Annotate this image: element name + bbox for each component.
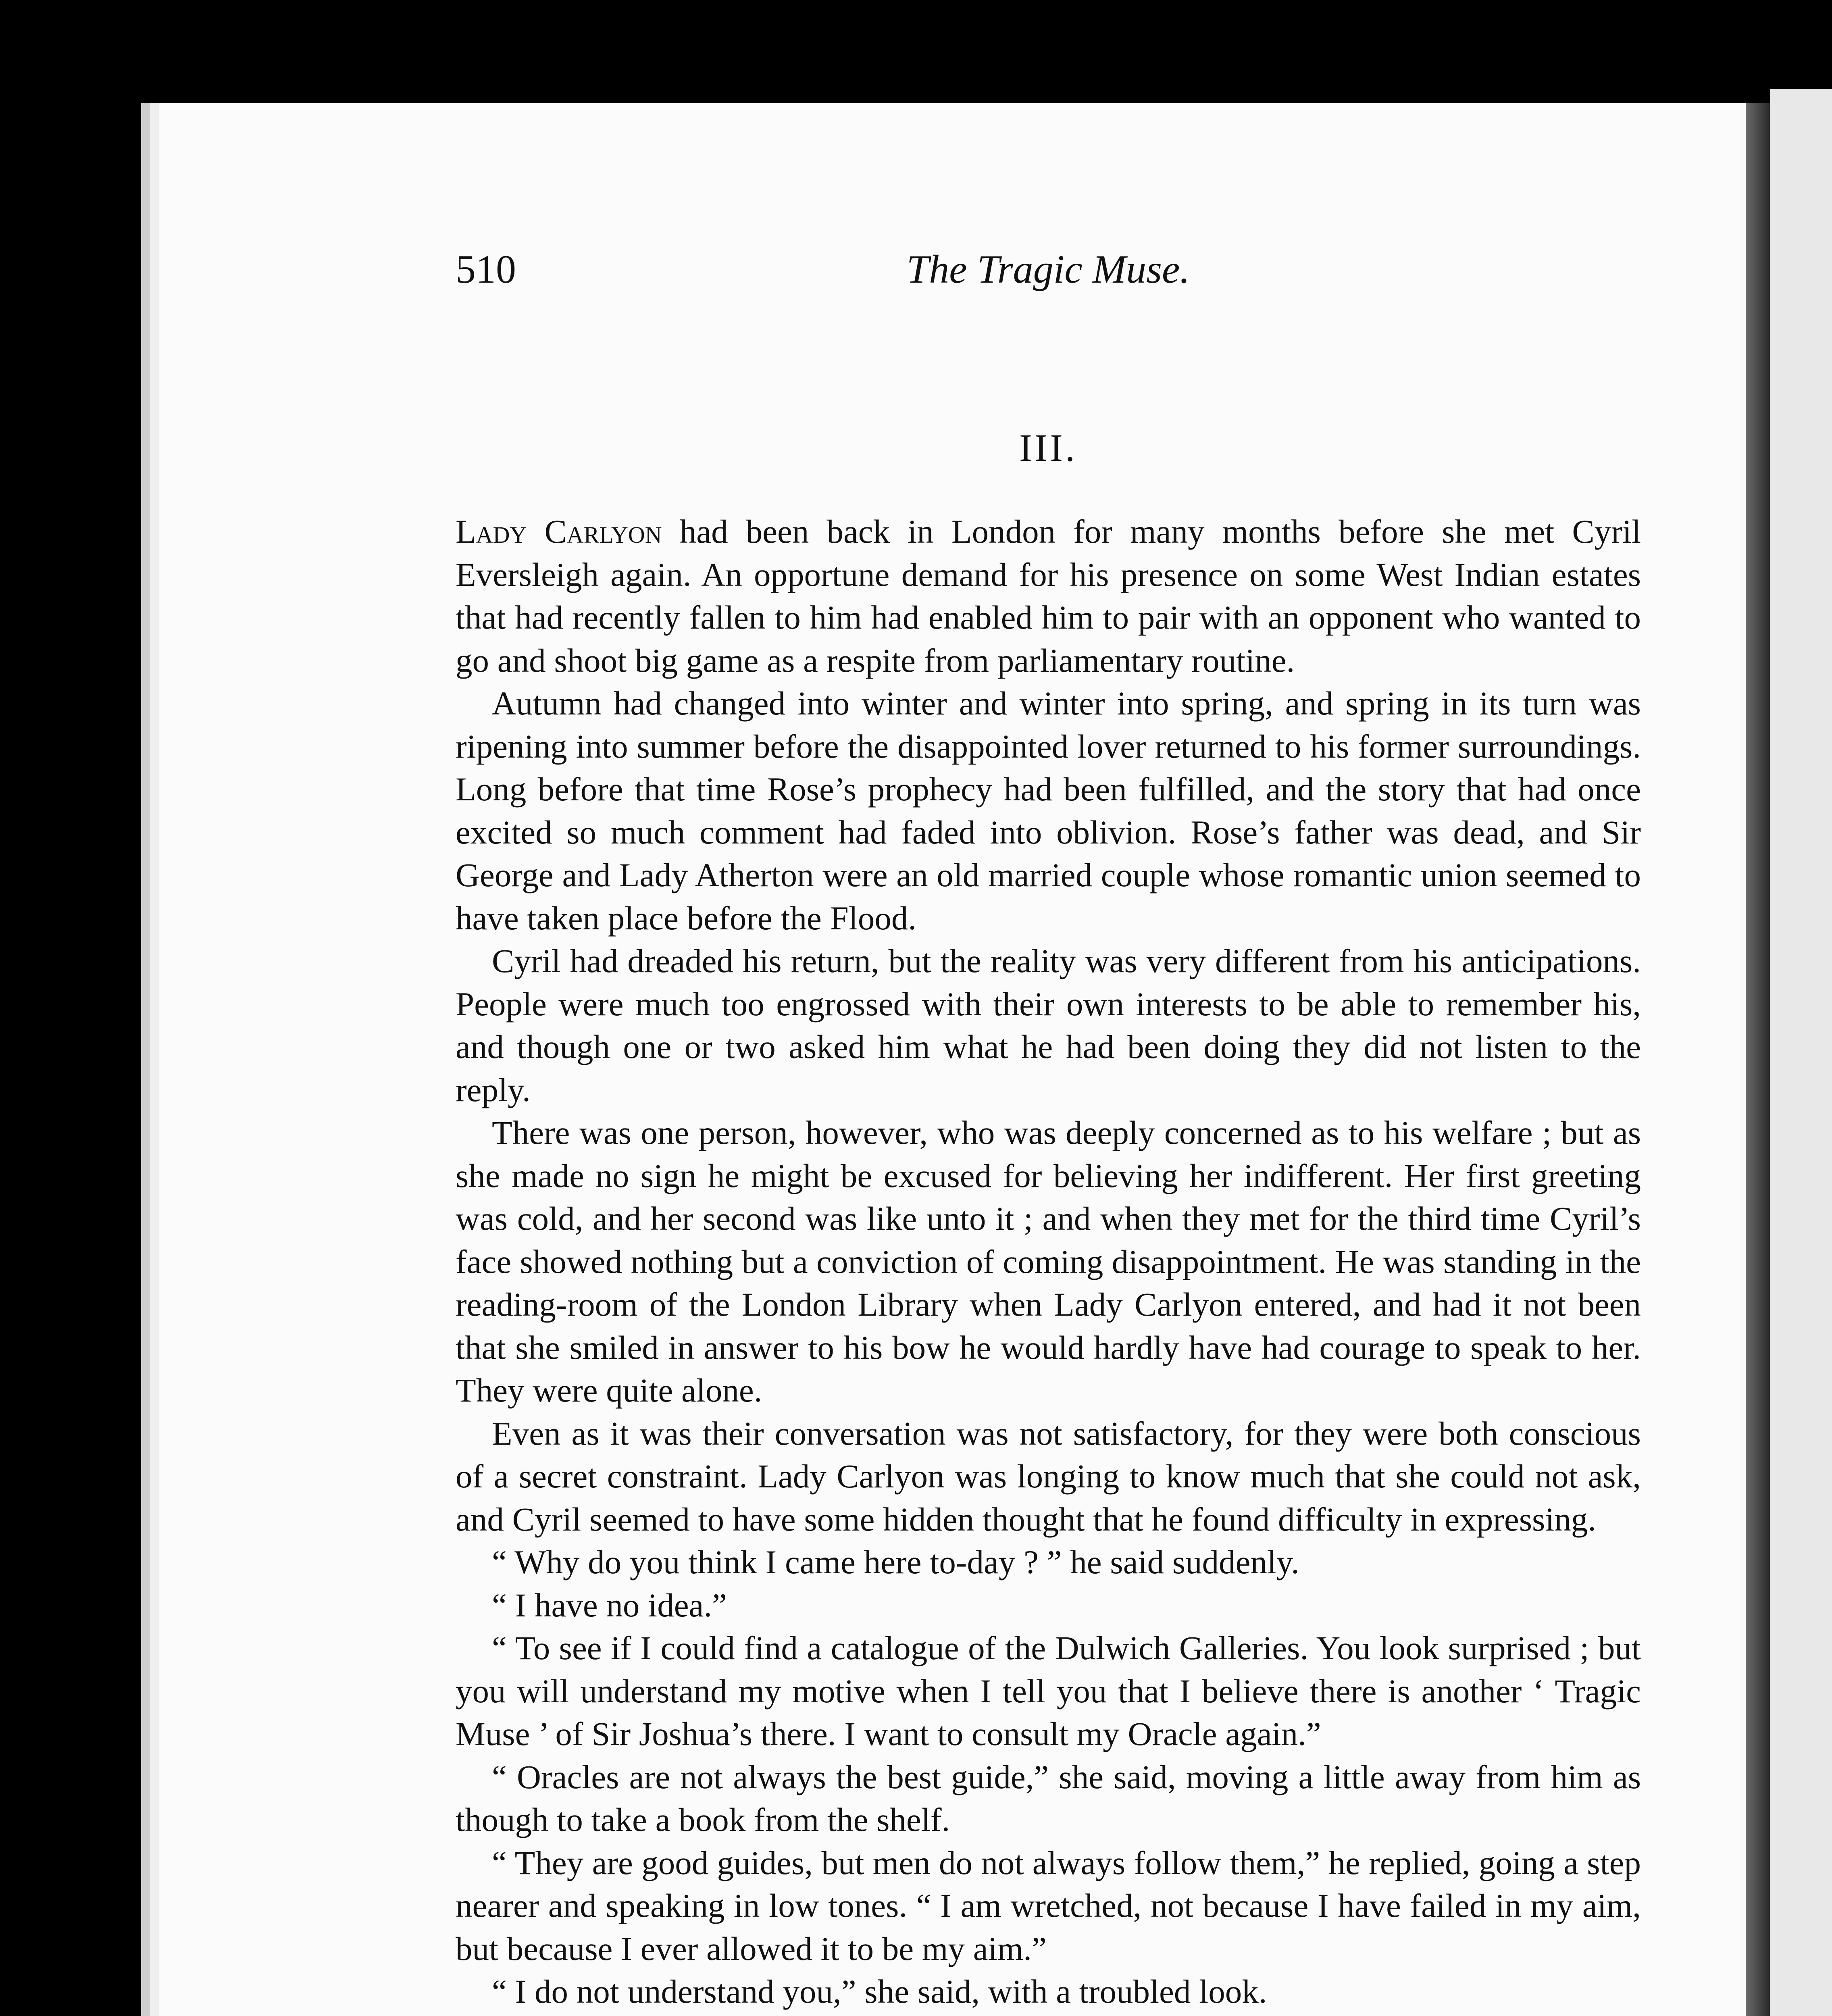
- paragraph-text: had been back in London for many months before she met Cyril Eversleigh again. An opportune demand for his presence on some West Indian estates that had recently fallen to him had enabled him to pair with an opponent who wanted to go and shoot big game as a respite from parliamentary routine.: [456, 513, 1641, 679]
- paragraph: “ I have no idea.”: [492, 1586, 727, 1624]
- paragraph: “ They are good guides, but men do not always follow them,” he replied, going a step nearer and speaking in low tones. “ I am wretched, not because I have failed in my aim, but because I ever allowed it to be my aim.”: [456, 1844, 1641, 1967]
- paragraph: “ To see if I could find a catalogue of the Dulwich Galleries. You look surprised ; but you will understand my motive when I tell you that I believe there is another ‘ Tragic Muse ’ of Sir Joshua’s there. I want to consult my Oracle again.”: [456, 1629, 1641, 1752]
- paragraph-lead: Lady Carlyon: [456, 513, 662, 550]
- chapter-heading: III.: [1019, 426, 1077, 469]
- paragraph: “ Why do you think I came here to-day ? ” he said suddenly.: [492, 1543, 1299, 1581]
- body-text: [456, 510, 1641, 2013]
- paragraph: Even as it was their conversation was not satisfactory, for they were both conscious of a secret constraint. Lady Carlyon was longing to know much that she could not ask, and Cyril seemed to have some hidden thought that he found difficulty in expressing.: [456, 1414, 1641, 1538]
- adjacent-page-edge: [1770, 89, 1832, 2016]
- paragraph: “ I do not understand you,” she said, with a troubled look.: [492, 1973, 1267, 2010]
- page-header: [456, 246, 1641, 306]
- paragraph: “ Oracles are not always the best guide,” she said, moving a little away from him as though to take a book from the shelf.: [456, 1758, 1641, 1838]
- page-number: 510: [456, 247, 516, 292]
- paragraph: There was one person, however, who was deeply concerned as to his welfare ; but as she made no sign he might be excused for believing her indifferent. Her first greeting was cold, and her second was like unto it ; and when they met for the third time Cyril’s face showed nothing but a conviction of coming disappointment. He was standing in the reading-room of the London Library when Lady Carlyon entered, and had it not been that she smiled in answer to his bow he would hardly have had courage to speak to her. They were quite alone.: [456, 1114, 1641, 1409]
- page-edge-shadow: [1746, 103, 1770, 2016]
- paragraph: [456, 510, 1641, 682]
- paragraph: Cyril had dreaded his return, but the reality was very different from his anticipations. People were much too engrossed with their own interests to be able to remember his, and though one or two asked him what he had been doing they did not listen to the reply.: [456, 942, 1641, 1108]
- running-title: The Tragic Muse.: [906, 247, 1190, 292]
- paragraph: Autumn had changed into winter and winter into spring, and spring in its turn was ripening into summer before the disappointed lover returned to his former surroundings. Long before that time Rose’s prophecy had been fulfilled, and the story that had once excited so much comment had faded into oblivion. Rose’s father was dead, and Sir George and Lady Atherton were an old married couple whose romantic union seemed to have taken place before the Flood.: [456, 685, 1641, 937]
